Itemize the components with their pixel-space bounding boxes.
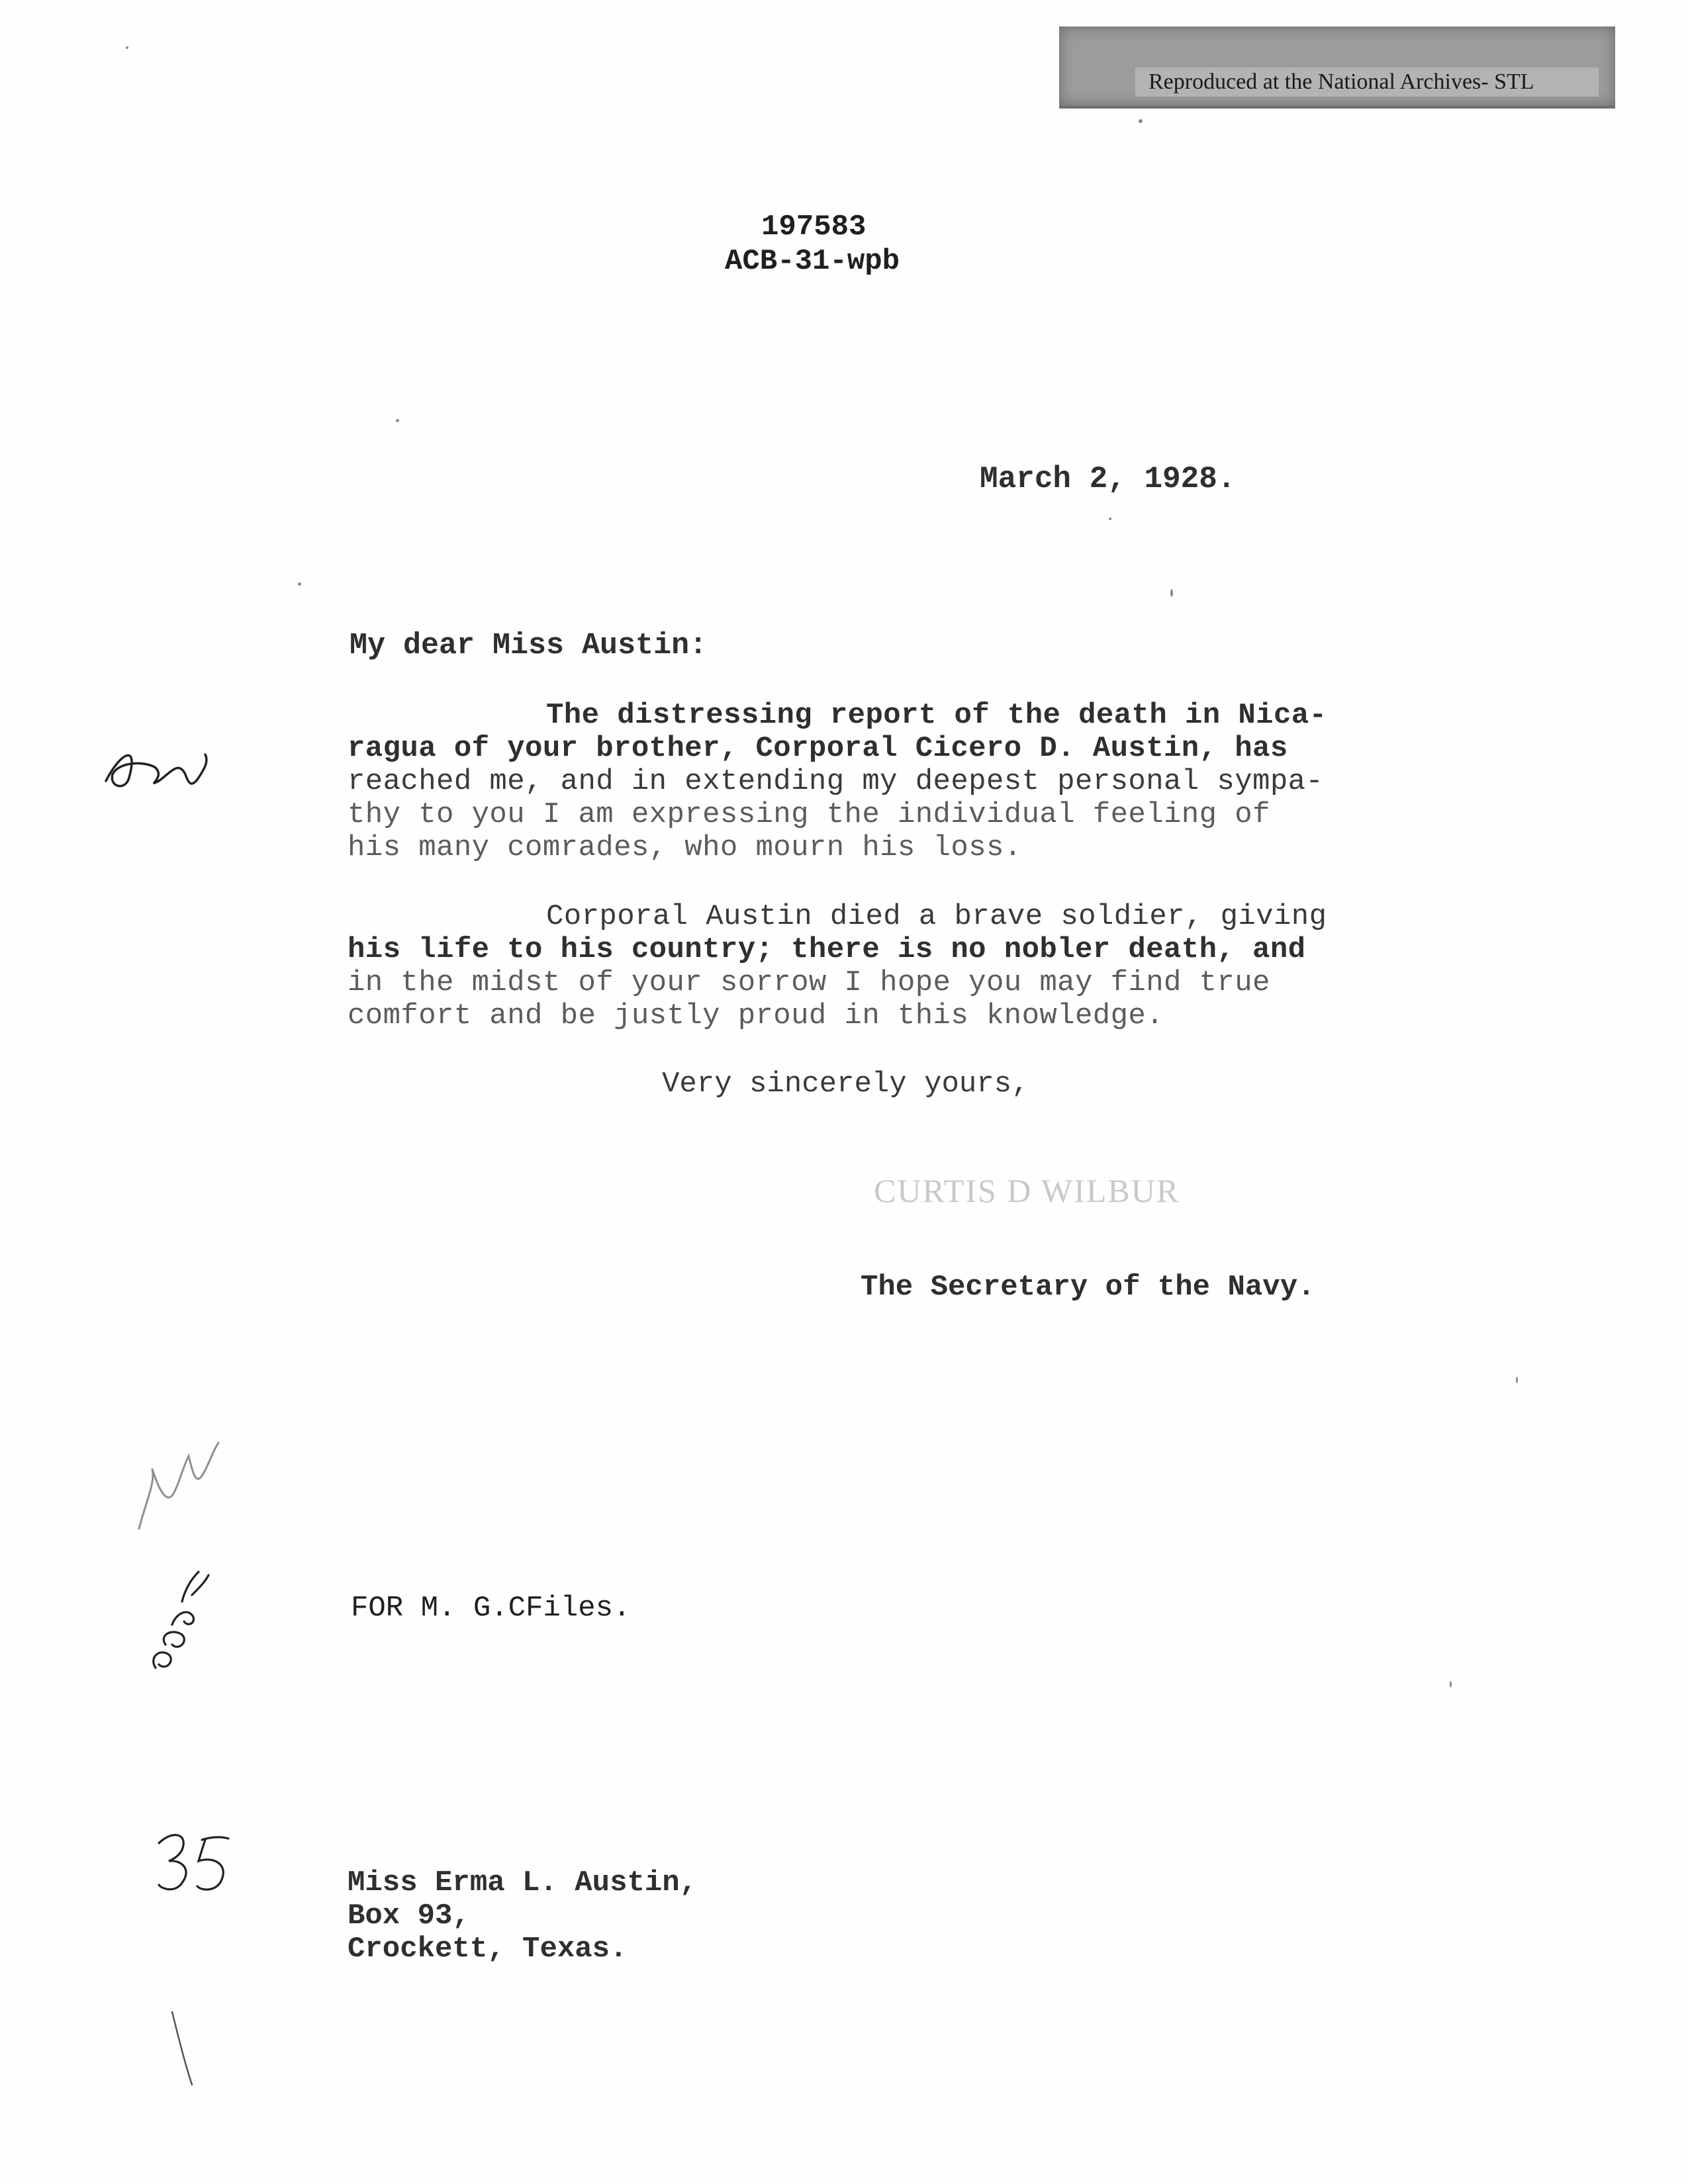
signature-title: The Secretary of the Navy. bbox=[861, 1271, 1315, 1304]
scan-speck bbox=[396, 419, 399, 422]
archive-stamp bbox=[1059, 26, 1615, 109]
paragraph-line: reached me, and in extending my deepest personal sympa- bbox=[348, 765, 1324, 798]
paragraph-line: The distressing report of the death in Nica- bbox=[546, 699, 1327, 732]
signature-stamp: CURTIS D WILBUR bbox=[874, 1172, 1180, 1209]
file-note: FOR M. G.CFiles. bbox=[351, 1592, 631, 1625]
letter-date: March 2, 1928. bbox=[980, 462, 1236, 496]
paragraph-line: his life to his country; there is no nobler death, and bbox=[348, 933, 1306, 966]
paragraph-line: Corporal Austin died a brave soldier, giving bbox=[546, 900, 1327, 933]
scan-speck bbox=[1109, 518, 1111, 520]
paragraph-line: ragua of your brother, Corporal Cicero D. Austin, has bbox=[348, 732, 1288, 765]
scan-speck bbox=[1450, 1681, 1452, 1688]
scan-speck bbox=[1139, 119, 1143, 123]
handwritten-note bbox=[119, 1535, 218, 1681]
paragraph-line: his many comrades, who mourn his loss. bbox=[348, 831, 1022, 864]
paragraph-line: in the midst of your sorrow I hope you may find true bbox=[348, 966, 1270, 999]
recipient-name: Miss Erma L. Austin, bbox=[348, 1866, 698, 1899]
paragraph-line: thy to you I am expressing the individual feeling of bbox=[348, 798, 1270, 831]
handwritten-number bbox=[146, 1820, 252, 1906]
scan-speck bbox=[1516, 1377, 1518, 1383]
paragraph-line: comfort and be justly proud in this knowledge. bbox=[348, 999, 1164, 1032]
handwritten-initials-bottom bbox=[119, 1430, 238, 1549]
archive-stamp-text: Reproduced at the National Archives- STL bbox=[1135, 68, 1599, 97]
handwritten-initials-top bbox=[93, 715, 218, 807]
margin-stroke bbox=[165, 2005, 205, 2091]
recipient-city: Crockett, Texas. bbox=[348, 1933, 628, 1966]
scan-speck bbox=[126, 46, 128, 49]
closing: Very sincerely yours, bbox=[662, 1068, 1029, 1101]
reference-code: ACB-31-wpb bbox=[725, 245, 900, 278]
salutation: My dear Miss Austin: bbox=[350, 629, 708, 662]
scan-speck bbox=[298, 582, 301, 586]
scan-speck bbox=[1170, 589, 1173, 597]
reference-number: 197583 bbox=[761, 210, 867, 244]
recipient-box: Box 93, bbox=[348, 1899, 470, 1933]
